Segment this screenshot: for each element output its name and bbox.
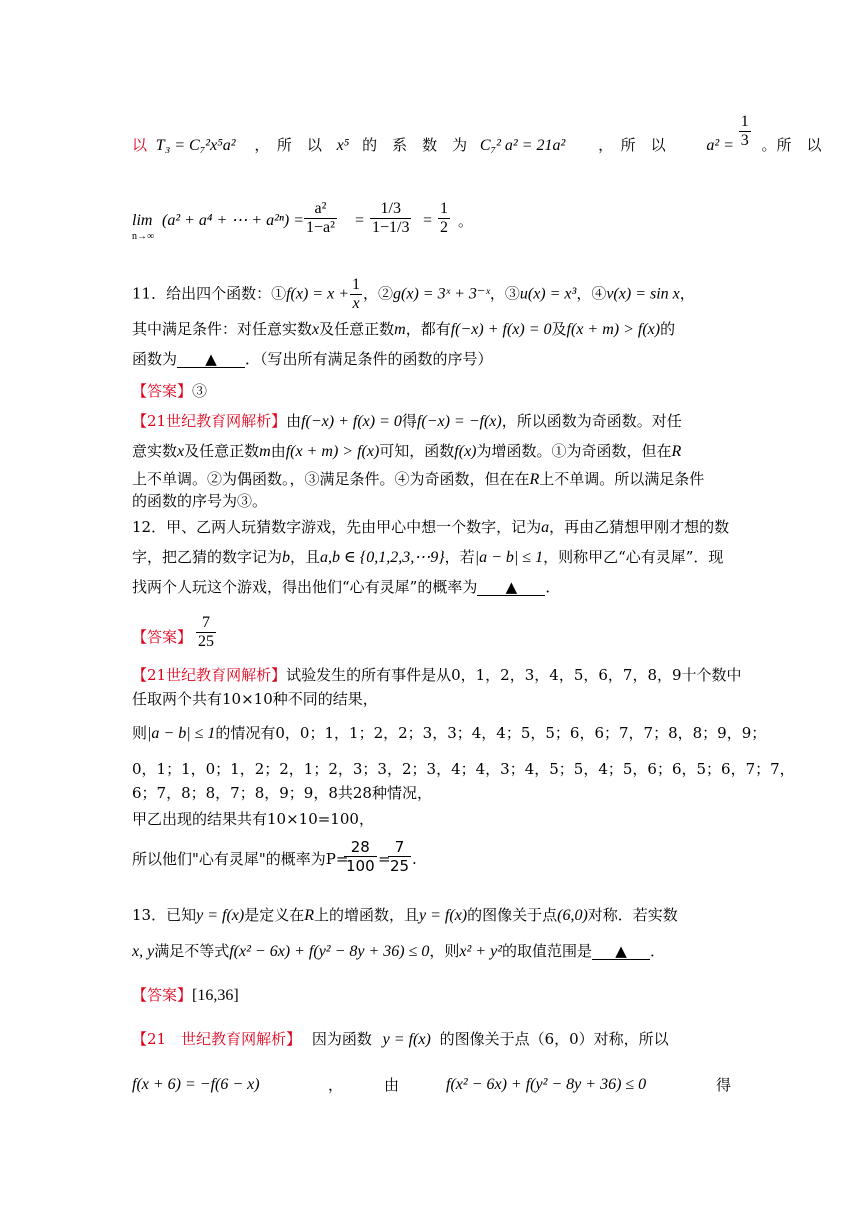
q11-f1-frac (350, 276, 362, 313)
q10-text-end1: 。所 以 (761, 136, 822, 154)
q11-an2-R: R (671, 443, 682, 460)
q12-l1-a: a (541, 519, 550, 536)
q11-answer-label: 【答案】 (132, 382, 193, 400)
q13-answer-value: [16,36] (192, 987, 239, 1004)
q13-stem-line2 (132, 940, 732, 963)
q11-stem-line3 (132, 348, 732, 370)
q10-text-coef-is: 的 系 数 为 (362, 136, 468, 154)
q12-analysis-line6 (132, 808, 732, 830)
q10-eq2: = (422, 212, 433, 229)
q11-text-b4: 及 (551, 320, 567, 338)
q11-f1: f(x) = x + (286, 285, 349, 303)
q10-lim-label: lim (132, 212, 153, 229)
q11-answer-value: ③ (192, 382, 208, 400)
q12-an3-a: 则 (132, 724, 148, 742)
q11-an2-m: m (259, 443, 271, 460)
q10-a2-eq: a² = (706, 137, 734, 154)
q10-frac-half-den: 2 (440, 219, 448, 236)
q13-l2-a: 满足不等式 (154, 942, 230, 960)
q11-f4: v(x) = sin x (606, 285, 680, 303)
q11-text-b2: 及任意正数 (319, 320, 395, 338)
q11-answer-blank: ▲ (177, 351, 245, 368)
q11-text-c1: 函数为 (132, 350, 178, 368)
q12-l1-b: ，再由乙猜想甲刚才想的数 (549, 518, 730, 536)
q12-frac-7-25 (388, 838, 411, 875)
q11-text-b5: 的 (660, 320, 676, 338)
q11-an4: 的函数的序号为③。 (132, 492, 268, 510)
q12-analysis-line7 (132, 836, 732, 882)
q12-an6: 甲乙出现的结果共有10×10=100， (132, 810, 374, 828)
q11-an2-b: 及任意正数 (184, 442, 260, 460)
q11-an2-d: 可知，函数 (379, 442, 455, 460)
q11-analysis-line4 (132, 490, 732, 512)
q12-stem-line1 (132, 516, 732, 539)
q10-line1-prefix: 以 (132, 136, 148, 154)
q11-an2-m2: f(x) (454, 443, 477, 460)
q11-answer (132, 380, 732, 402)
q10-frac-a2-num: a² (304, 200, 337, 219)
q12-l1: 12．甲、乙两人玩猜数字游戏，先由甲心中想一个数字，记为 (132, 518, 542, 536)
q12-an7-end: . (412, 850, 417, 868)
q11-f1-num: 1 (352, 276, 360, 293)
q10-lim (132, 210, 155, 242)
q13-analysis-line1 (132, 1028, 732, 1051)
q12-l2-d: ，若 (444, 548, 475, 566)
q11-an1-m2: f(−x) = −f(x) (416, 413, 502, 430)
q10-text-suoyi2: ， 所 以 (598, 136, 666, 154)
q12-l3-end: ． (545, 578, 561, 596)
q11-sep4: ， (679, 284, 695, 303)
q11-stem-line2 (132, 318, 732, 341)
q12-l3: 找两个人玩这个游戏，得出他们“心有灵犀”的概率为 (132, 578, 478, 596)
q13-l2-end: ． (650, 942, 666, 960)
q11-sep2: ，③ (489, 284, 520, 303)
q10-line1 (132, 112, 822, 157)
q10-frac-half (438, 200, 450, 237)
q12-analysis-line4 (132, 758, 795, 780)
q13-l1-m2: y = f(x) (419, 907, 468, 924)
q10-line2 (132, 198, 732, 252)
q11-cond2: f(x + m) > f(x) (566, 321, 661, 338)
q12-answer-frac (196, 614, 216, 651)
q13-answer (132, 984, 732, 1007)
q13-l1-b: 是定义在 (244, 906, 305, 924)
q11-an3-R: R (529, 471, 540, 488)
q11-f2: g(x) = 3ˣ + 3⁻ˣ (393, 285, 490, 303)
q12-answer-blank: ▲ (477, 579, 545, 596)
q12-analysis-line3 (132, 722, 767, 745)
q11-number: 11．给出四个函数：① (132, 284, 287, 303)
q13-answer-blank: ▲ (592, 943, 650, 960)
q13-l2-b: ，则 (429, 942, 460, 960)
q10-text-suoyi1: ， 所 以 (254, 136, 322, 154)
q11-an1-c: ，所以函数为奇函数。对任 (501, 412, 682, 430)
q10-frac-third-den: 1−1/3 (372, 219, 410, 236)
q12-answer (132, 614, 732, 658)
q13-an1-m: y = f(x) (382, 1031, 431, 1048)
q10-frac-1-3 (739, 113, 751, 150)
q11-an3-b: 上不单调。所以满足条件 (539, 470, 705, 488)
q12-analysis-label: 【21世纪教育网解析】 (132, 666, 287, 684)
q12-analysis-line2 (132, 688, 732, 710)
q10-frac-third (370, 200, 411, 237)
q11-x: x (312, 321, 320, 338)
q12-l2-cond: |a − b| ≤ 1 (474, 549, 544, 566)
q11-an1-m1: f(−x) + f(x) = 0 (301, 413, 402, 430)
q10-coef: C₇² a² = 21a² (479, 137, 566, 154)
q10-x5: x⁵ (336, 137, 350, 154)
q11-text-b1: 其中满足条件：对任意实数 (132, 320, 313, 338)
q12-frac-7: 7 (388, 838, 411, 857)
q11-an1-a: 由 (286, 412, 302, 430)
q10-end2: 。 (458, 212, 474, 230)
q10-lim-sub: n→∞ (132, 231, 155, 242)
q13-l1-R: R (304, 907, 314, 924)
q13-l1-a: 13．已知 (132, 906, 197, 924)
q12-frac-25: 25 (390, 857, 410, 875)
q13-l2-ineq: f(x² − 6x) + f(y² − 8y + 36) ≤ 0 (229, 943, 430, 960)
q13-an2-de: 得 (716, 1076, 732, 1094)
q11-sep1: ，② (363, 284, 394, 303)
q11-stem-line1 (132, 276, 732, 313)
q12-l2-e: ，则称甲乙“心有灵犀”．现 (543, 548, 724, 566)
q11-analysis-line3 (132, 468, 732, 491)
q11-sep3: ，④ (576, 284, 607, 303)
q11-an2-e: 为增函数。①为奇函数，但在 (476, 442, 672, 460)
q13-l1-m1: y = f(x) (196, 907, 245, 924)
q12-an7-eq: = (378, 850, 391, 868)
q11-text-c2: ．（写出所有满足条件的函数的序号） (245, 350, 493, 368)
q12-answer-num: 7 (196, 614, 216, 633)
q12-frac-28: 28 (344, 838, 377, 857)
q11-an1-b: 得 (401, 412, 417, 430)
q12-stem-line2 (132, 546, 732, 569)
q13-an2-m2: f(x² − 6x) + f(y² − 8y + 36) ≤ 0 (446, 1076, 647, 1093)
q12-frac-28-100 (344, 838, 377, 875)
q12-frac-100: 100 (346, 857, 375, 875)
q10-eq1: = (354, 212, 365, 229)
q13-stem-line1 (132, 904, 732, 927)
q12-answer-den: 25 (198, 633, 214, 650)
q11-an2-c: 由 (270, 442, 286, 460)
q12-an7-a: 所以他们"心有灵犀"的概率为P= (132, 850, 349, 868)
q13-an2-comma: ， (328, 1076, 344, 1094)
q13-l1-e: 对称．若实数 (587, 906, 678, 924)
q10-frac-num: 1 (740, 112, 749, 130)
q12-analysis-line5 (132, 782, 732, 804)
q12-an4: 0，1；1，0；1，2；2，1；2，3；3，2；3，4；4，3；4，5；5，4；5，6；6，5；6，7；7， (132, 760, 795, 778)
q13-an2-m1: f(x + 6) = −f(6 − x) (132, 1076, 260, 1093)
q11-an2-m1: f(x + m) > f(x) (285, 443, 380, 460)
q13-l2-c: 的取值范围是 (502, 942, 593, 960)
q13-an1-b: 的图像关于点（6，0）对称，所以 (439, 1030, 669, 1048)
q12-stem-line3 (132, 576, 732, 598)
q10-frac-den: 3 (740, 131, 749, 149)
q10-frac-a2-den: 1−a² (306, 219, 335, 236)
q12-analysis-line1 (132, 664, 742, 686)
q13-an1-a: 因为函数 (311, 1030, 372, 1048)
q13-l1-pt: (6,0) (557, 907, 588, 924)
q11-cond1: f(−x) + f(x) = 0 (450, 321, 552, 338)
q13-l1-d: 的图像关于点 (467, 906, 558, 924)
q10-frac-a2 (304, 200, 337, 237)
q12-an2: 任取两个共有10×10种不同的结果， (132, 690, 378, 708)
q12-l2-b: b (282, 549, 291, 566)
q10-frac-half-num: 1 (440, 200, 448, 217)
q11-f3: u(x) = x³ (519, 285, 577, 303)
q12-an3-cond: |a − b| ≤ 1 (147, 725, 216, 742)
q13-l2-expr: x² + y² (459, 943, 502, 960)
q11-analysis-line1 (132, 410, 732, 433)
q12-answer-label: 【答案】 (132, 628, 193, 646)
q12-an5: 6；7，8；8，7；8，9；9，8共28种情况， (132, 784, 432, 802)
q13-answer-label: 【答案】 (132, 986, 193, 1004)
q10-series: (a² + a⁴ + ⋯ + a²ⁿ) = (162, 212, 305, 229)
q13-analysis-label: 【21 世纪教育网解析】 (132, 1030, 302, 1048)
q12-an1: 试验发生的所有事件是从0，1，2，3，4，5，6，7，8，9十个数中 (286, 666, 742, 684)
q11-an3-a: 上不单调。②为偶函数。，③满足条件。④为奇函数，但在在 (132, 470, 530, 488)
q11-an2-a: 意实数 (132, 442, 178, 460)
q11-m: m (394, 321, 406, 338)
q12-l2-a: 字，把乙猜的数字记为 (132, 548, 283, 566)
q12-l2-c: ，且 (290, 548, 321, 566)
q11-an2-x: x (177, 443, 185, 460)
q13-an2-you: 由 (384, 1076, 400, 1094)
q11-analysis-label: 【21世纪教育网解析】 (132, 412, 287, 430)
q12-an3-b: 的情况有0，0；1，1；2，2；3，3；4，4；5，5；6，6；7，7；8，8；9，9； (215, 724, 767, 742)
q10-t3-term: T₃ = C₇²x⁵a² (155, 137, 236, 154)
q11-f1-den: x (352, 295, 360, 312)
q11-analysis-line2 (132, 440, 732, 463)
q13-l2-xy: x, y (132, 943, 155, 960)
q13-l1-c: 上的增函数，且 (314, 906, 420, 924)
q12-l2-set: a,b ∈ {0,1,2,3,⋯9} (320, 549, 445, 566)
q10-frac-third-num: 1/3 (370, 200, 411, 219)
q11-text-b3: ，都有 (405, 320, 451, 338)
